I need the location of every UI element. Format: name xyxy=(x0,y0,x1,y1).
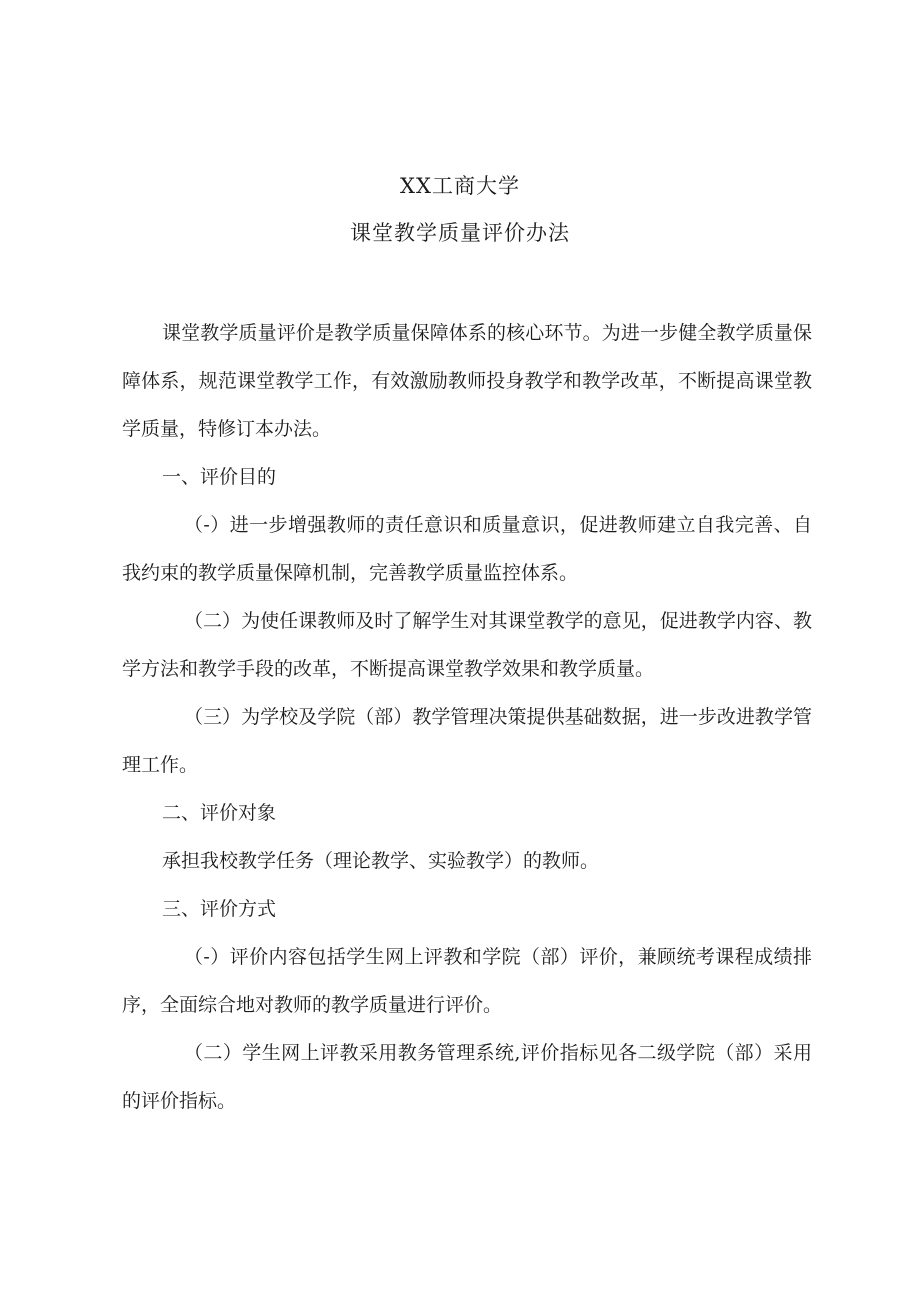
section-heading-purpose: 一、评价目的 xyxy=(162,466,277,488)
document-body xyxy=(122,309,812,1125)
method-item-2: （二）学生网上评教采用教务管理系统,评价指标见各二级学院（部）采用的评价指标。 xyxy=(122,1042,812,1112)
section-heading-target: 二、评价对象 xyxy=(162,802,277,824)
purpose-item-2: （二）为使任课教师及时了解学生对其课堂教学的意见，促进教学内容、教学方法和教学手段的改革，不断提高课堂教学效果和教学质量。 xyxy=(122,610,812,680)
section-heading-method: 三、评价方式 xyxy=(162,898,277,920)
method-item-1: （-）评价内容包括学生网上评教和学院（部）评价，兼顾统考课程成绩排序，全面综合地对教师的教学质量进行评价。 xyxy=(122,946,812,1016)
document-title: 课堂教学质量评价办法 xyxy=(350,221,570,245)
target-paragraph: 承担我校教学任务（理论教学、实验教学）的教师。 xyxy=(162,850,600,872)
purpose-item-1: （-）进一步增强教师的责任意识和质量意识，促进教师建立自我完善、自我约束的教学质量保障机制，完善教学质量监控体系。 xyxy=(122,514,812,584)
purpose-item-3: （三）为学校及学院（部）教学管理决策提供基础数据，进一步改进教学管理工作。 xyxy=(122,706,812,776)
school-name: XX工商大学 xyxy=(400,174,520,198)
intro-paragraph: 课堂教学质量评价是教学质量保障体系的核心环节。为进一步健全教学质量保障体系，规范课堂教学工作，有效激励教师投身教学和教学改革，不断提高课堂教学质量，特修订本办法。 xyxy=(122,322,812,440)
